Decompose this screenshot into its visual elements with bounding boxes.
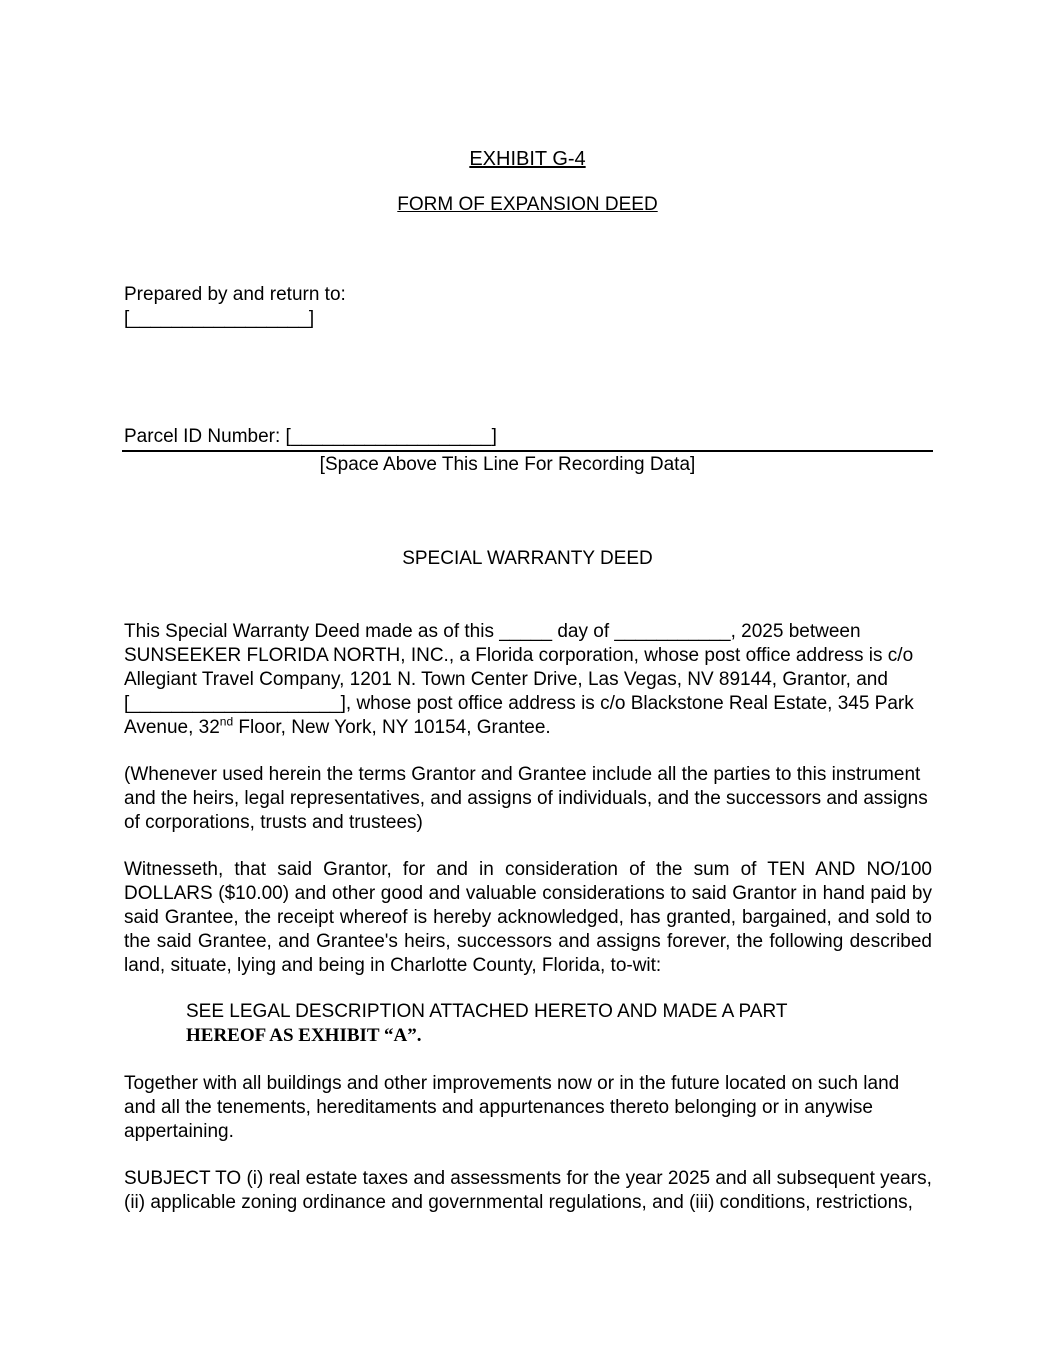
exhibit-heading: EXHIBIT G-4 [469, 148, 586, 170]
deed-title: SPECIAL WARRANTY DEED [402, 548, 653, 569]
together-with-paragraph: Together with all buildings and other improvements now or in the future located on such land and all the tenements, hereditaments and appurtenances thereto belonging or in anywise appertaining. [124, 1073, 900, 1142]
legal-description-line-1: SEE LEGAL DESCRIPTION ATTACHED HERETO AND MADE A PART [186, 1001, 788, 1022]
deed-parties-paragraph [124, 620, 932, 740]
form-subtitle: FORM OF EXPANSION DEED [397, 194, 658, 215]
legal-description-line-2: HEREOF AS EXHIBIT “A”. [186, 1025, 422, 1046]
recording-note: [Space Above This Line For Recording Data] [319, 454, 696, 475]
definitions-paragraph: (Whenever used herein the terms Grantor and Grantee include all the parties to this instrument and the heirs, legal representatives, and assigns of individuals, and the successors and assigns of corporations, trusts and trustees) [124, 764, 928, 833]
witnesseth-paragraph: Witnesseth, that said Grantor, for and in consideration of the sum of TEN AND NO/100 DOLLARS ($10.00) and other good and valuable considerations to said Grantor in hand paid by said Grantee, the receipt whereof is hereby acknowledged, has granted, bargained, and sold to the said Grantee, and Grantee's heirs, successors and assigns forever, the following described land, situate, lying and being in Charlotte County, Florida, to-wit: [124, 859, 932, 976]
parcel-id-line: Parcel ID Number: [___________________] [124, 426, 497, 447]
parties-text-end: Floor, New York, NY 10154, Grantee. [233, 717, 551, 738]
recording-divider [122, 450, 933, 452]
ordinal-suffix: nd [219, 714, 234, 729]
parties-text: This Special Warranty Deed made as of this _____ day of ___________, 2025 between SUNSEEKER FLORIDA NORTH, INC., a Florida corporation, whose post office address is c/o Allegiant Travel Company, 1201 N. Town Center Drive, Las Vegas, NV 89144, Grantor, and [____________________], whose post office address is c/o Blackstone Real Estate, 345 Park Avenue, 32 [124, 621, 914, 738]
prepared-by-label: Prepared by and return to: [124, 284, 346, 305]
subject-to-paragraph: SUBJECT TO (i) real estate taxes and assessments for the year 2025 and all subsequent years, (ii) applicable zoning ordinance and governmental regulations, and (iii) conditions, restrictions, [124, 1168, 932, 1213]
prepared-by-blank: [_________________] [124, 308, 315, 329]
